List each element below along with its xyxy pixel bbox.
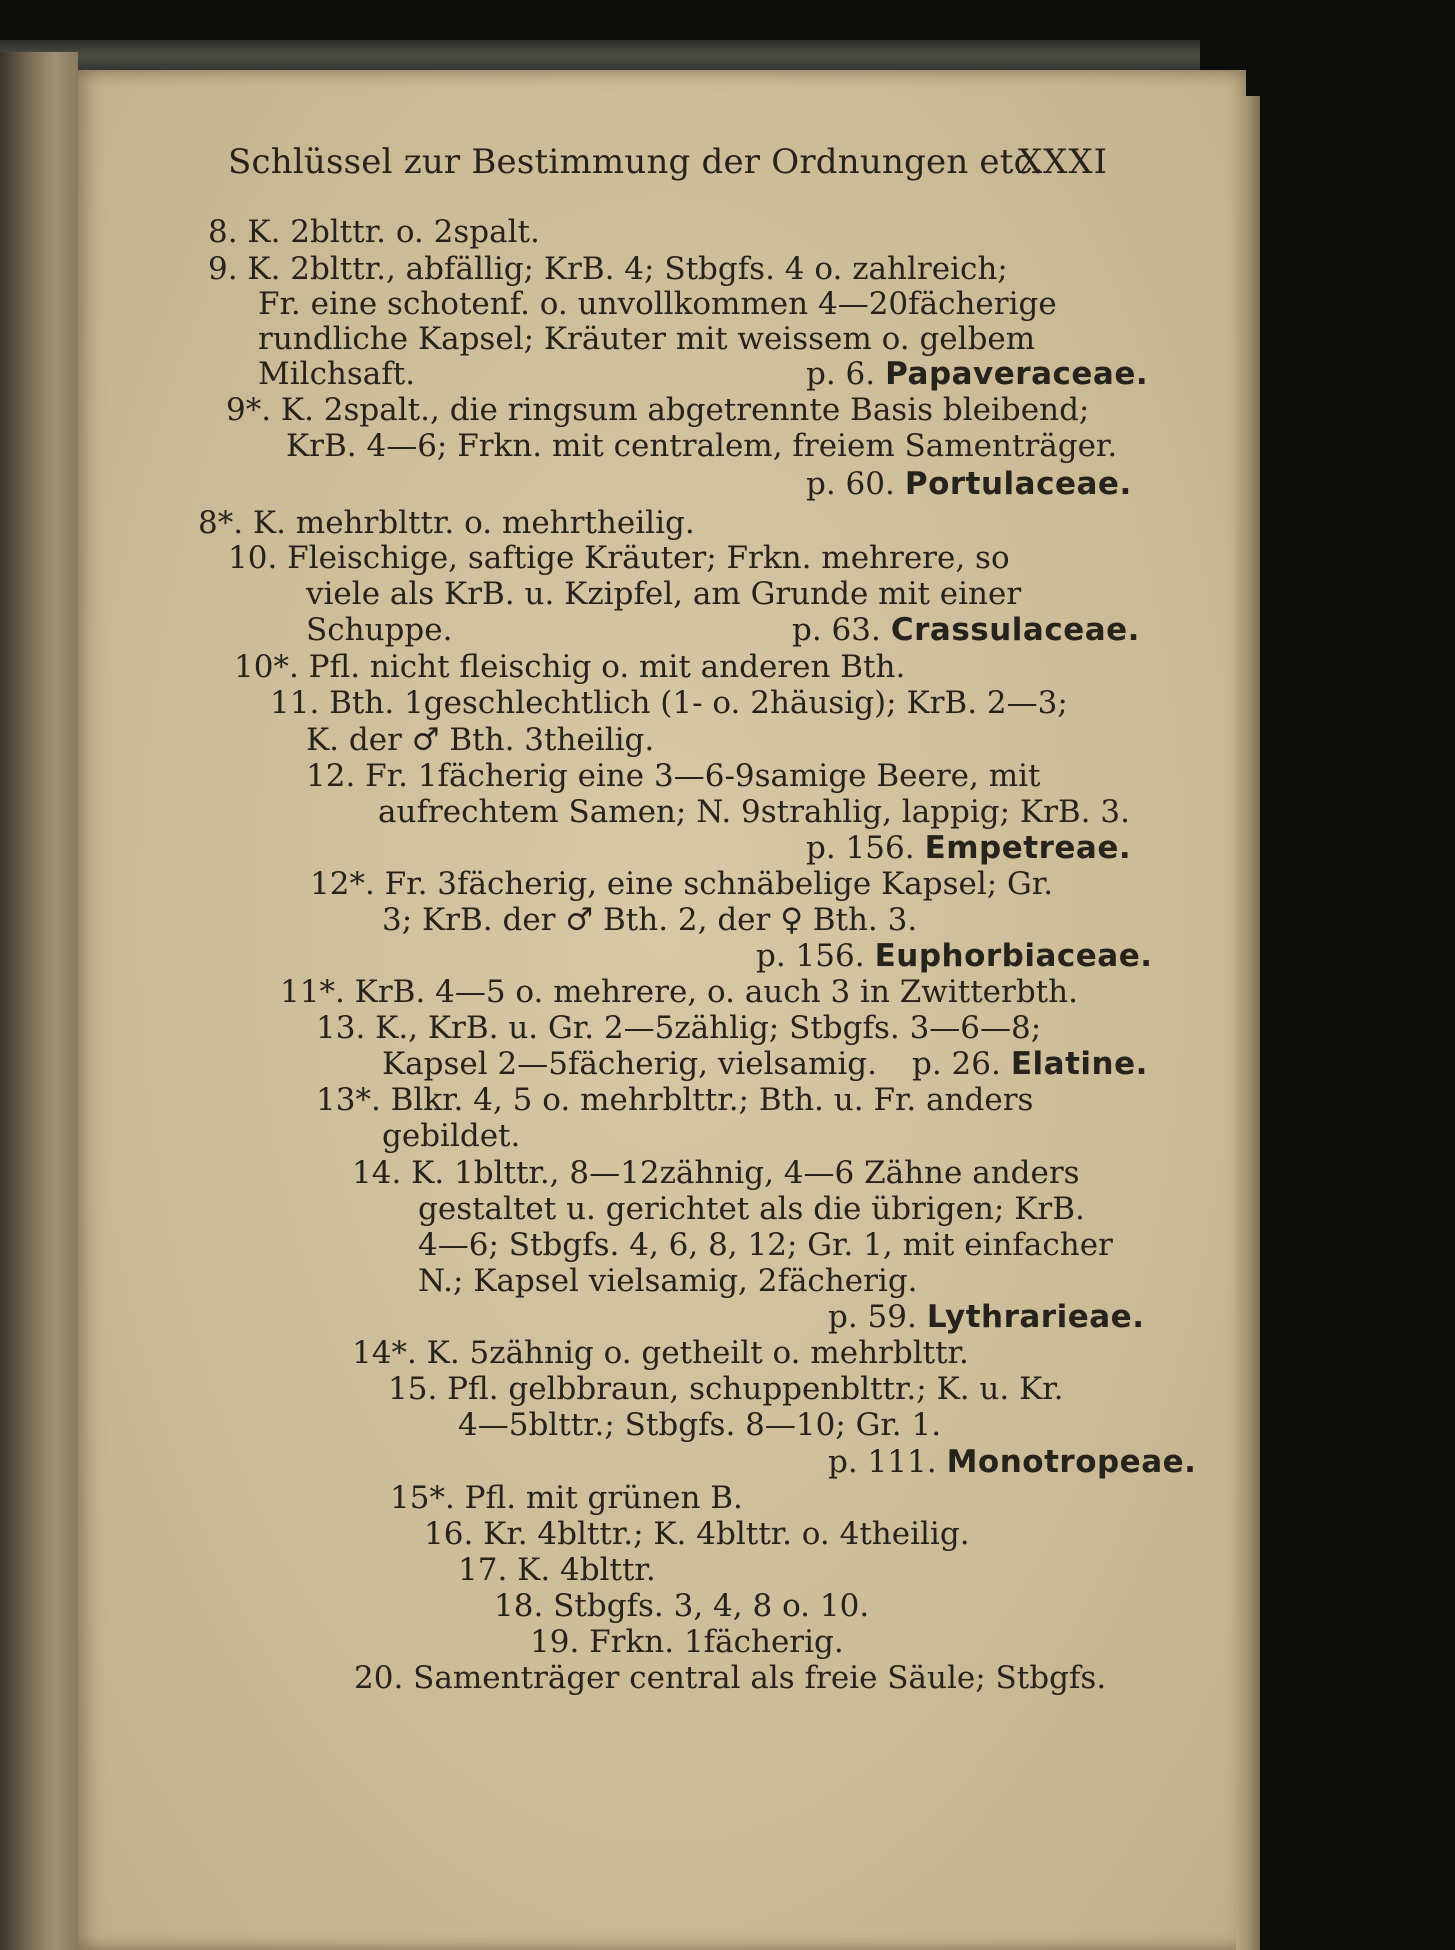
key-line: 20. Samenträger central als freie Säule; Stbgfs.: [354, 1660, 1107, 1696]
page-number: XXXI: [1017, 142, 1108, 182]
key-line: 11*. KrB. 4—5 o. mehrere, o. auch 3 in Zwitterbth.: [280, 974, 1078, 1010]
key-line: 14*. K. 5zähnig o. getheilt o. mehrblttr.: [352, 1335, 969, 1371]
key-line: 11. Bth. 1geschlechtlich (1- o. 2häusig); KrB. 2—3;: [270, 685, 1068, 721]
key-line: 18. Stbgfs. 3, 4, 8 o. 10.: [494, 1588, 870, 1624]
key-line: 9*. K. 2spalt., die ringsum abgetrennte Basis bleibend;: [226, 392, 1090, 428]
key-line: KrB. 4—6; Frkn. mit centralem, freiem Samenträger.: [286, 428, 1118, 464]
key-line: 4—5blttr.; Stbgfs. 8—10; Gr. 1.: [458, 1407, 942, 1443]
running-header: [228, 142, 1108, 192]
key-line-with-family: p. 111. Monotropeae.: [828, 1444, 1197, 1480]
key-line: 10*. Pfl. nicht fleischig o. mit anderen Bth.: [234, 649, 906, 685]
key-line-with-family: p. 60. Portulaceae.: [806, 466, 1132, 502]
book-binding-edge: [0, 40, 1200, 74]
key-line: 15*. Pfl. mit grünen B.: [390, 1480, 743, 1516]
running-title: Schlüssel zur Bestimmung der Ordnungen etc.: [228, 142, 1044, 182]
key-line: 9. K. 2blttr., abfällig; KrB. 4; Stbgfs. 4 o. zahlreich;: [208, 251, 1008, 287]
key-line: 13*. Blkr. 4, 5 o. mehrblttr.; Bth. u. Fr. anders: [316, 1082, 1034, 1118]
key-line: 15. Pfl. gelbbraun, schuppenblttr.; K. u. Kr.: [388, 1371, 1064, 1407]
key-line: Fr. eine schotenf. o. unvollkommen 4—20fächerige: [258, 286, 1057, 322]
key-line: 8. K. 2blttr. o. 2spalt.: [208, 214, 540, 250]
key-line: 4—6; Stbgfs. 4, 6, 8, 12; Gr. 1, mit einfacher: [418, 1227, 1113, 1263]
key-line: 13. K., KrB. u. Gr. 2—5zählig; Stbgfs. 3—6—8;: [316, 1010, 1042, 1046]
page-stack-edge: [1236, 96, 1260, 1950]
key-line-with-family: p. 59. Lythrarieae.: [828, 1299, 1145, 1335]
key-line-with-family: p. 156. Empetreae.: [806, 830, 1132, 866]
key-line: 12*. Fr. 3fächerig, eine schnäbelige Kapsel; Gr.: [310, 866, 1054, 902]
key-line-with-family: Schuppe. p. 63. Crassulaceae.: [306, 612, 1140, 648]
key-line: N.; Kapsel vielsamig, 2fächerig.: [418, 1263, 918, 1299]
key-line: aufrechtem Samen; N. 9strahlig, lappig; KrB. 3.: [378, 794, 1130, 830]
key-line-with-family: Kapsel 2—5fächerig, vielsamig. p. 26. Elatine.: [382, 1046, 1148, 1082]
key-line: rundliche Kapsel; Kräuter mit weissem o. gelbem: [258, 321, 1036, 357]
key-line: 17. K. 4blttr.: [458, 1552, 656, 1588]
key-line: gestaltet u. gerichtet als die übrigen; KrB.: [418, 1191, 1085, 1227]
key-line: gebildet.: [382, 1118, 521, 1154]
key-line: 8*. K. mehrblttr. o. mehrtheilig.: [198, 505, 695, 541]
key-line: K. der ♂ Bth. 3theilig.: [306, 722, 655, 758]
key-line: 14. K. 1blttr., 8—12zähnig, 4—6 Zähne anders: [352, 1155, 1080, 1191]
key-line: 12. Fr. 1fächerig eine 3—6-9samige Beere, mit: [306, 758, 1041, 794]
left-page-edge: [0, 52, 78, 1950]
key-line: 19. Frkn. 1fächerig.: [530, 1624, 844, 1660]
key-line: 10. Fleischige, saftige Kräuter; Frkn. mehrere, so: [228, 540, 1010, 576]
key-line-with-family: p. 156. Euphorbiaceae.: [756, 938, 1153, 974]
key-line: 3; KrB. der ♂ Bth. 2, der ♀ Bth. 3.: [382, 902, 918, 938]
key-line: viele als KrB. u. Kzipfel, am Grunde mit einer: [306, 576, 1022, 612]
key-line: 16. Kr. 4blttr.; K. 4blttr. o. 4theilig.: [424, 1516, 970, 1552]
key-line-with-family: Milchsaft. p. 6. Papaveraceae.: [258, 356, 1149, 392]
